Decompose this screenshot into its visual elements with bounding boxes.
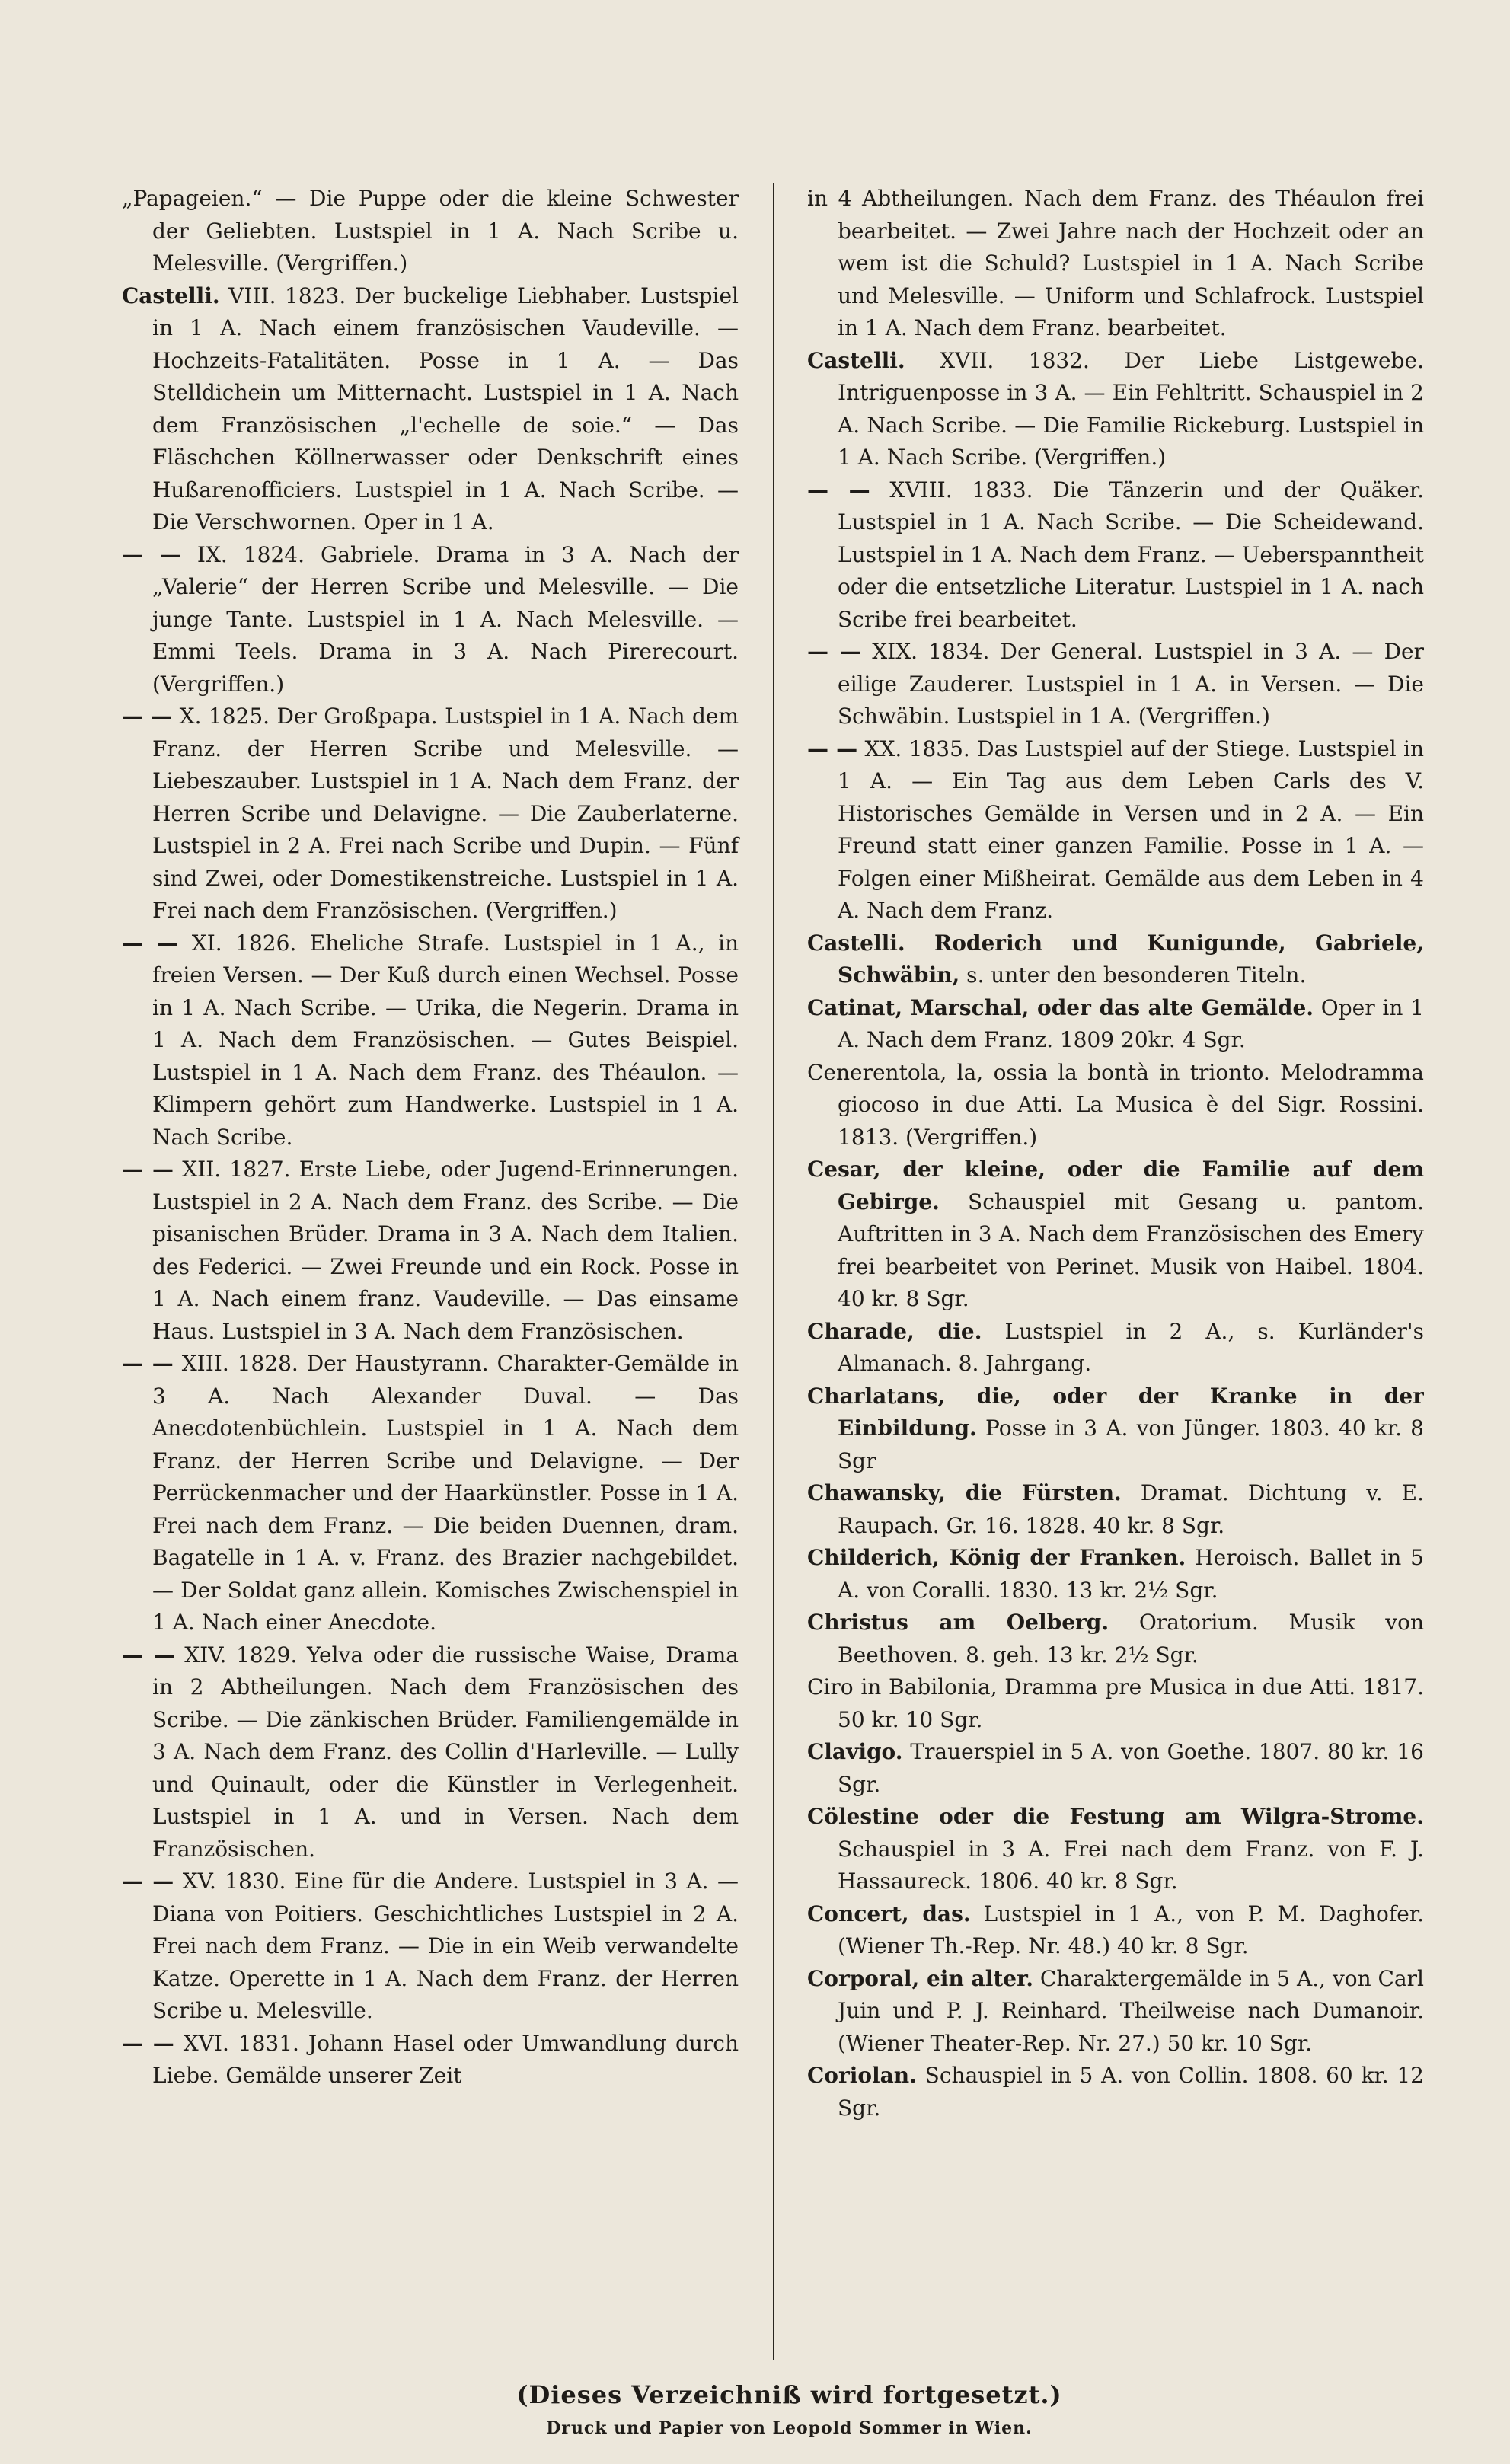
catalog-entry bbox=[807, 1542, 1424, 1607]
entry-heading: — — bbox=[807, 736, 858, 761]
entry-heading: — — bbox=[122, 704, 173, 729]
entry-heading: Castelli. bbox=[122, 282, 220, 308]
catalog-entry bbox=[122, 701, 739, 927]
entry-heading: Chawansky, die Fürsten. bbox=[807, 1480, 1122, 1505]
catalog-entry bbox=[122, 539, 739, 701]
entry-heading: — — bbox=[122, 2030, 174, 2056]
entry-heading: — — bbox=[807, 639, 862, 664]
catalog-entry bbox=[807, 1057, 1424, 1154]
entry-heading: Cölestine oder die Festung am Wilgra-Strome. bbox=[807, 1804, 1424, 1829]
column-divider bbox=[773, 183, 774, 2360]
entry-heading: — — bbox=[807, 477, 870, 503]
entry-text: Cenerentola, la, ossia la bontà in trionto. Melodramma giocoso in due Atti. La Musica è del Sigr. Rossini. 1813. (Vergriffen.) bbox=[807, 1059, 1424, 1150]
catalog-entry bbox=[807, 474, 1424, 637]
catalog-entry bbox=[807, 733, 1424, 927]
entry-text: Trauerspiel in 5 A. von Goethe. 1807. 80 kr. 16 Sgr. bbox=[838, 1739, 1424, 1797]
catalog-entry bbox=[122, 1154, 739, 1348]
catalog-entry bbox=[807, 1154, 1424, 1316]
entry-text: XIV. 1829. Yelva oder die russische Waise, Drama in 2 Abtheilungen. Nach dem Französischen des Scribe. — Die zänkischen Brüder. Familiengemälde in 3 A. Nach dem Franz. des Collin d'Harleville. — Lully und Quinault, oder die Künstler in Verlegenheit. Lustspiel in 1 A. und in Versen. Nach dem Französischen. bbox=[152, 1642, 739, 1862]
entry-text: Schauspiel mit Gesang u. pantom. Auftritten in 3 A. Nach dem Französischen des Emery frei bearbeitet von Perinet. Musik von Haibel. 1804. 40 kr. 8 Sgr. bbox=[838, 1189, 1424, 1311]
entry-heading: — — bbox=[122, 930, 179, 956]
entry-heading: Catinat, Marschal, oder das alte Gemälde. bbox=[807, 994, 1314, 1020]
catalog-entry bbox=[807, 2060, 1424, 2124]
entry-text: Schauspiel in 3 A. Frei nach dem Franz. von F. J. Hassaureck. 1806. 40 kr. 8 Sgr. bbox=[838, 1836, 1424, 1894]
entry-heading: Coriolan. bbox=[807, 2063, 917, 2088]
entry-text: Charaktergemälde in 5 A., von Carl Juin und P. J. Reinhard. Theilweise nach Dumanoir. (Wiener Theater-Rep. Nr. 27.) 50 kr. 10 Sgr. bbox=[838, 1965, 1424, 2056]
two-column-body bbox=[122, 183, 1457, 2376]
catalog-entry bbox=[807, 636, 1424, 733]
entry-heading: — — bbox=[122, 1642, 175, 1668]
entry-heading: Childerich, König der Franken. bbox=[807, 1545, 1186, 1570]
entry-text: XIX. 1834. Der General. Lustspiel in 3 A. — Der eilige Zauderer. Lustspiel in 1 A. in Versen. — Die Schwäbin. Lustspiel in 1 A. (Vergriffen.) bbox=[838, 639, 1424, 729]
catalog-entry bbox=[807, 992, 1424, 1057]
entry-heading: — — bbox=[122, 541, 181, 567]
continuation-note: (Dieses Verzeichniß wird fortgesetzt.) bbox=[516, 2380, 1062, 2409]
entry-heading: — — bbox=[122, 1351, 174, 1376]
catalog-entry bbox=[122, 1348, 739, 1639]
entry-text: s. unter den besonderen Titeln. bbox=[966, 962, 1307, 988]
entry-text: XV. 1830. Eine für die Andere. Lustspiel in 3 A. — Diana von Poitiers. Geschichtliches Lustspiel in 2 A. Frei nach dem Franz. — Die in ein Weib verwandelte Katze. Operette in 1 A. Nach dem Franz. der Herren Scribe u. Melesville. bbox=[152, 1869, 739, 2023]
entry-text: Lustspiel in 1 A., von P. M. Daghofer. (Wiener Th.-Rep. Nr. 48.) 40 kr. 8 Sgr. bbox=[838, 1901, 1424, 1958]
entry-heading: Cesar, der kleine, oder die Familie auf dem Gebirge. bbox=[807, 1157, 1424, 1214]
entry-heading: — — bbox=[122, 1869, 174, 1894]
entry-text: Schauspiel in 5 A. von Collin. 1808. 60 kr. 12 Sgr. bbox=[838, 2063, 1424, 2121]
entry-heading: — — bbox=[122, 1157, 174, 1182]
catalog-entry bbox=[807, 1736, 1424, 1801]
catalog-entry bbox=[807, 183, 1424, 345]
printer-imprint: Druck und Papier von Leopold Sommer in Wien. bbox=[546, 2418, 1033, 2438]
entry-text: XI. 1826. Eheliche Strafe. Lustspiel in 1 A., in freien Versen. — Der Kuß durch einen Wechsel. Posse in 1 A. Nach Scribe. — Urika, die Negerin. Drama in 1 A. Nach dem Französischen. — Gutes Beispiel. Lustspiel in 1 A. Nach dem Franz. des Théaulon. — Klimpern gehört zum Handwerke. Lustspiel in 1 A. Nach Scribe. bbox=[152, 930, 739, 1150]
catalog-entry bbox=[807, 927, 1424, 992]
catalog-entry bbox=[122, 2028, 739, 2092]
entry-text: Oratorium. Musik von Beethoven. 8. geh. 13 kr. 2½ Sgr. bbox=[838, 1610, 1424, 1668]
catalog-entry bbox=[807, 345, 1424, 474]
catalog-entry bbox=[807, 1671, 1424, 1736]
catalog-entry bbox=[807, 1316, 1424, 1380]
catalog-entry bbox=[807, 1607, 1424, 1671]
entry-text: X. 1825. Der Großpapa. Lustspiel in 1 A. Nach dem Franz. der Herren Scribe und Melesville. — Liebeszauber. Lustspiel in 1 A. Nach dem Franz. der Herren Scribe und Delavigne. — Die Zauberlaterne. Lustspiel in 2 A. Frei nach Scribe und Dupin. — Fünf sind Zwei, oder Domestikenstreiche. Lustspiel in 1 A. Frei nach dem Französischen. (Vergriffen.) bbox=[152, 704, 739, 923]
entry-text: Lustspiel in 2 A., s. Kurländer's Almanach. 8. Jahrgang. bbox=[838, 1318, 1424, 1376]
catalog-entry bbox=[122, 1866, 739, 2028]
entry-heading: Clavigo. bbox=[807, 1739, 903, 1764]
entry-text: Dramat. Dichtung v. E. Raupach. Gr. 16. 1828. 40 kr. 8 Sgr. bbox=[838, 1480, 1424, 1538]
entry-text: in 4 Abtheilungen. Nach dem Franz. des Théaulon frei bearbeitet. — Zwei Jahre nach der Hochzeit oder an wem ist die Schuld? Lustspiel in 1 A. Nach Scribe und Melesville. — Uniform und Schlafrock. Lustspiel in 1 A. Nach dem Franz. bearbeitet. bbox=[807, 186, 1424, 340]
entry-text: Heroisch. Ballet in 5 A. von Coralli. 1830. 13 kr. 2½ Sgr. bbox=[838, 1545, 1424, 1603]
entry-text: Oper in 1 A. Nach dem Franz. 1809 20kr. 4 Sgr. bbox=[838, 994, 1424, 1052]
entry-text: XIII. 1828. Der Haustyrann. Charakter-Gemälde in 3 A. Nach Alexander Duval. — Das Anecdotenbüchlein. Lustspiel in 1 A. Nach dem Franz. der Herren Scribe und Delavigne. — Der Perrückenmacher und der Haarkünstler. Posse in 1 A. Frei nach dem Franz. — Die beiden Duennen, dram. Bagatelle in 1 A. v. Franz. des Brazier nachgebildet. — Der Soldat ganz allein. Komisches Zwischenspiel in 1 A. Nach einer Anecdote. bbox=[152, 1351, 739, 1635]
catalog-entry bbox=[807, 1801, 1424, 1898]
catalog-entry bbox=[122, 280, 739, 539]
catalog-entry bbox=[122, 183, 739, 280]
entry-text: IX. 1824. Gabriele. Drama in 3 A. Nach der „Valerie“ der Herren Scribe und Melesville. — Die junge Tante. Lustspiel in 1 A. Nach Melesville. — Emmi Teels. Drama in 3 A. Nach Pirerecourt. (Vergriffen.) bbox=[152, 541, 739, 697]
entry-text: XVIII. 1833. Die Tänzerin und der Quäker. Lustspiel in 1 A. Nach Scribe. — Die Scheidewand. Lustspiel in 1 A. Nach dem Franz. — Ueberspanntheit oder die entsetzliche Literatur. Lustspiel in 1 A. nach Scribe frei bearbeitet. bbox=[838, 477, 1424, 632]
entry-text: XII. 1827. Erste Liebe, oder Jugend-Erinnerungen. Lustspiel in 2 A. Nach dem Franz. des Scribe. — Die pisanischen Brüder. Drama in 3 A. Nach dem Italien. des Federici. — Zwei Freunde und ein Rock. Posse in 1 A. Nach einem franz. Vaudeville. — Das einsame Haus. Lustspiel in 3 A. Nach dem Französischen. bbox=[152, 1157, 739, 1344]
left-column bbox=[122, 183, 773, 2376]
entry-text: XX. 1835. Das Lustspiel auf der Stiege. Lustspiel in 1 A. — Ein Tag aus dem Leben Carls des V. Historisches Gemälde in Versen und in 2 A. — Ein Freund statt einer ganzen Familie. Posse in 1 A. — Folgen einer Mißheirat. Gemälde aus dem Leben in 4 A. Nach dem Franz. bbox=[838, 736, 1424, 923]
entry-heading: Charade, die. bbox=[807, 1318, 982, 1344]
entry-heading: Charlatans, die, oder der Kranke in der Einbildung. bbox=[807, 1383, 1424, 1441]
entry-heading: Christus am Oelberg. bbox=[807, 1610, 1109, 1635]
catalog-entry bbox=[807, 1380, 1424, 1478]
entry-heading: Corporal, ein alter. bbox=[807, 1965, 1034, 1991]
entry-text: XVII. 1832. Der Liebe Listgewebe. Intriguenposse in 3 A. — Ein Fehltritt. Schauspiel in 2 A. Nach Scribe. — Die Familie Rickeburg. Lustspiel in 1 A. Nach Scribe. (Vergriffen.) bbox=[838, 347, 1424, 470]
entry-heading: Castelli. Roderich und Kunigunde, Gabriele, Schwäbin, bbox=[807, 930, 1424, 988]
entry-heading: Castelli. bbox=[807, 347, 905, 373]
entry-text: Posse in 3 A. von Jünger. 1803. 40 kr. 8 Sgr bbox=[838, 1416, 1424, 1473]
entry-text: „Papageien.“ — Die Puppe oder die kleine Schwester der Geliebten. Lustspiel in 1 A. Nach Scribe u. Melesville. (Vergriffen.) bbox=[122, 186, 739, 276]
entry-text: XVI. 1831. Johann Hasel oder Umwandlung durch Liebe. Gemälde unserer Zeit bbox=[152, 2030, 739, 2088]
catalog-entry bbox=[807, 1477, 1424, 1542]
catalog-entry bbox=[807, 1963, 1424, 2060]
catalog-entry bbox=[122, 927, 739, 1154]
catalog-entry bbox=[122, 1639, 739, 1866]
catalog-entry bbox=[807, 1898, 1424, 1963]
entry-text: VIII. 1823. Der buckelige Liebhaber. Lustspiel in 1 A. Nach einem französischen Vaudeville. — Hochzeits-Fatalitäten. Posse in 1 A. — Das Stelldichein um Mitternacht. Lustspiel in 1 A. Nach dem Französischen „l'echelle de soie.“ — Das Fläschchen Köllnerwasser oder Denkschrift eines Hußarenofficiers. Lustspiel in 1 A. Nach Scribe. — Die Verschwornen. Oper in 1 A. bbox=[152, 282, 739, 535]
right-column bbox=[773, 183, 1424, 2376]
entry-heading: Concert, das. bbox=[807, 1901, 971, 1926]
entry-text: Ciro in Babilonia, Dramma pre Musica in due Atti. 1817. 50 kr. 10 Sgr. bbox=[807, 1674, 1424, 1732]
